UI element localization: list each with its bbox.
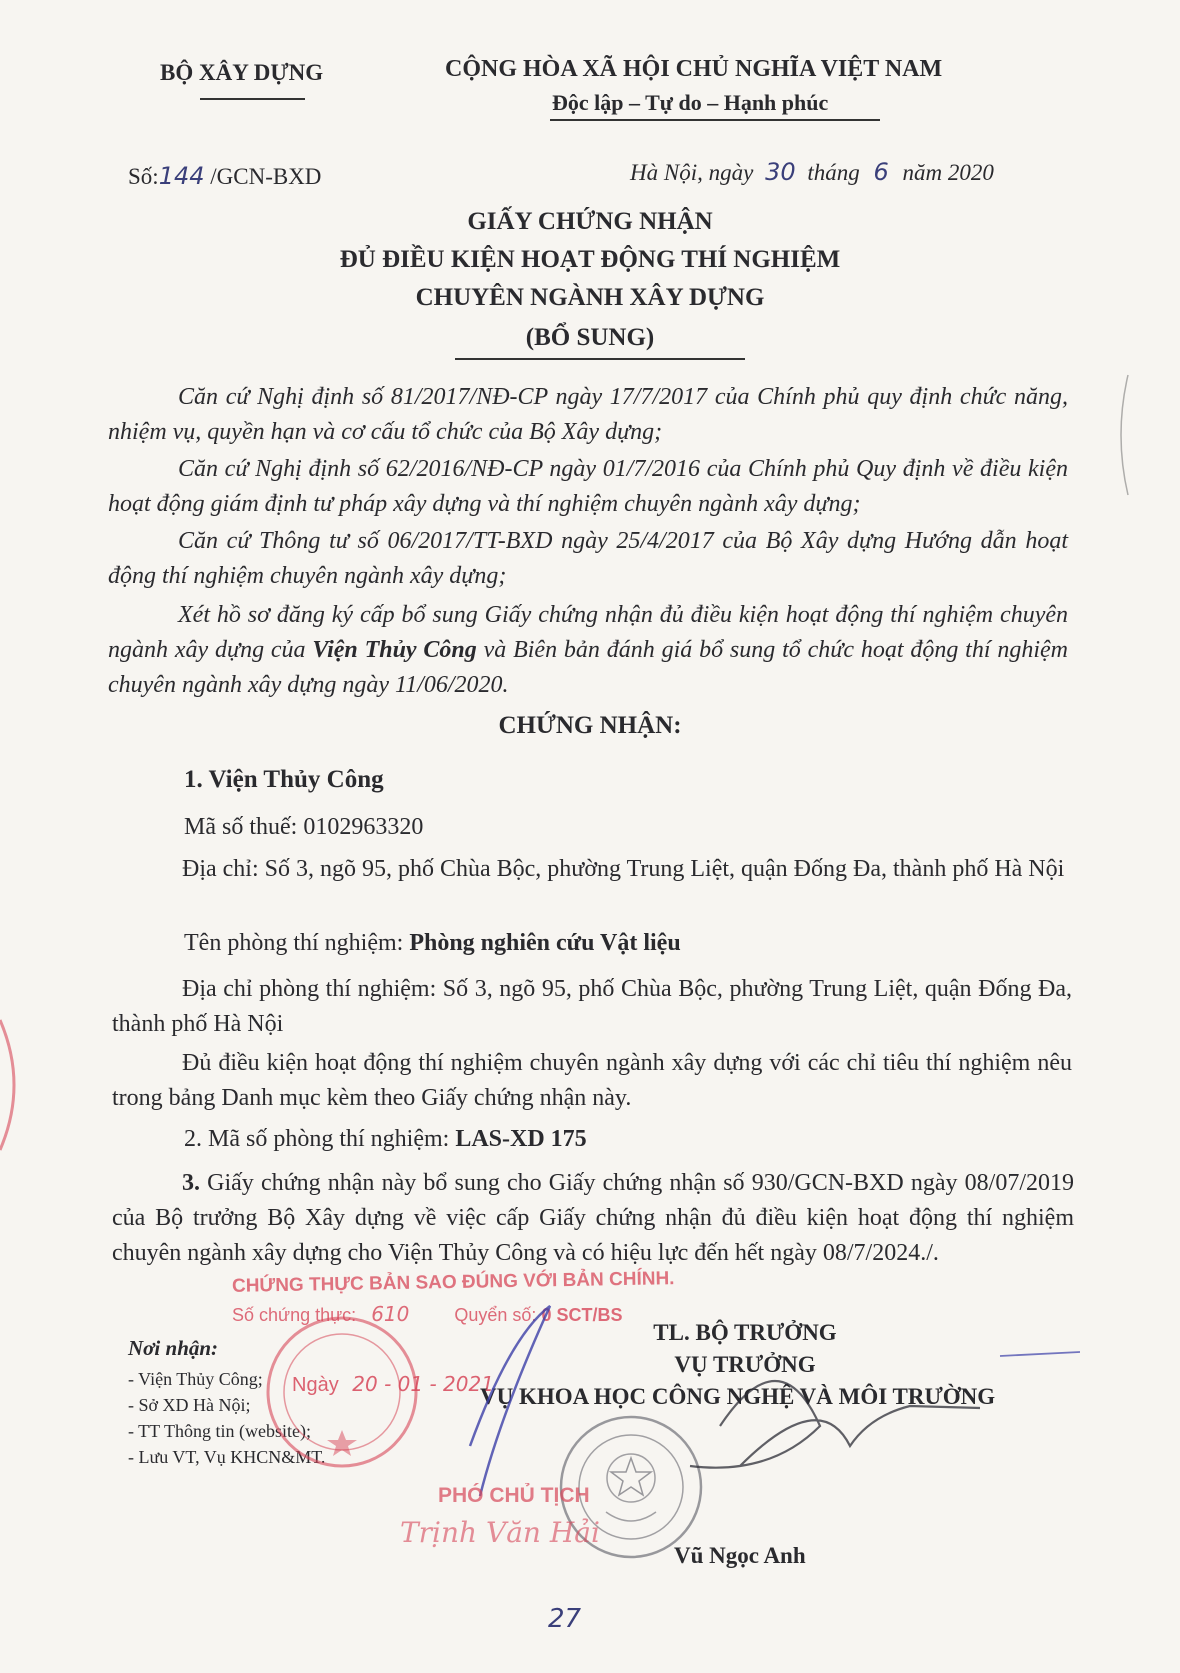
date-year: năm 2020 bbox=[902, 160, 994, 185]
recipient-item: - Lưu VT, Vụ KHCN&MT. bbox=[128, 1447, 326, 1467]
ministry-underline bbox=[200, 98, 305, 100]
motto-underline bbox=[550, 119, 880, 121]
signer-name: Vũ Ngọc Anh bbox=[674, 1543, 806, 1568]
preamble-paragraph-2: Căn cứ Nghị định số 62/2016/NĐ-CP ngày 01/7/2016 của Chính phủ Quy định về điều kiện hoạt động giám định tư pháp xây dựng và thí nghiệm chuyên ngành xây dựng; bbox=[108, 456, 1068, 517]
certifier-role: PHÓ CHỦ TỊCH bbox=[438, 1484, 590, 1507]
preamble-paragraph-1: Căn cứ Nghị định số 81/2017/NĐ-CP ngày 17/7/2017 của Chính phủ quy định chức năng, nhiệm vụ, quyền hạn và cơ cấu tổ chức của Bộ Xây dựng; bbox=[108, 384, 1068, 445]
certified-copy-title: CHỨNG THỰC BẢN SAO ĐÚNG VỚI BẢN CHÍNH. bbox=[231, 1268, 675, 1297]
section-1-heading: 1. Viện Thủy Công bbox=[184, 766, 384, 793]
address: Địa chỉ: Số 3, ngõ 95, phố Chùa Bộc, phường Trung Liệt, quận Đống Đa, thành phố Hà Nội bbox=[182, 856, 1065, 882]
ministry-name: BỘ XÂY DỰNG bbox=[160, 60, 324, 85]
title-line-3: CHUYÊN NGÀNH XÂY DỰNG bbox=[415, 284, 765, 311]
recipient-item: - Sở XD Hà Nội; bbox=[128, 1395, 251, 1415]
preamble-paragraph-3: Căn cứ Thông tư số 06/2017/TT-BXD ngày 25/4/2017 của Bộ Xây dựng Hướng dẫn hoạt động thí nghiệm chuyên ngành xây dựng; bbox=[108, 528, 1068, 589]
lab-code: LAS-XD 175 bbox=[455, 1126, 587, 1152]
signature-line-3: VỤ KHOA HỌC CÔNG NGHỆ VÀ MÔI TRƯỜNG bbox=[480, 1384, 996, 1409]
certifier-name: Trịnh Văn Hải bbox=[400, 1516, 600, 1549]
title-line-4: (BỔ SUNG) bbox=[525, 324, 655, 351]
lab-address: Địa chỉ phòng thí nghiệm: Số 3, ngõ 95, phố Chùa Bộc, phường Trung Liệt, quận Đống Đa, thành phố Hà Nội bbox=[112, 976, 1072, 1037]
eligibility: Đủ điều kiện hoạt động thí nghiệm chuyên ngành xây dựng với các chỉ tiêu thí nghiệm nêu trong bảng Danh mục kèm theo Giấy chứng nhận này. bbox=[112, 1050, 1072, 1111]
lab-name-value: Phòng nghiên cứu Vật liệu bbox=[409, 930, 681, 956]
date-prefix: Hà Nội, ngày bbox=[630, 160, 754, 185]
preamble-paragraph-4: Xét hồ sơ đăng ký cấp bổ sung Giấy chứng nhận đủ điều kiện hoạt động thí nghiệm chuyên ngành xây dựng của Viện Thủy Công và Biên bản đánh giá bổ sung tổ chức hoạt động thí nghiệm chuyên ngành xây dựng ngày 11/06/2020. bbox=[108, 602, 1069, 698]
number-prefix: Số: bbox=[128, 164, 159, 189]
certified-copy-number: Số chứng thực: 610 Quyển số: 0 SCT/BS bbox=[232, 1302, 623, 1326]
recipient-item: - TT Thông tin (website); bbox=[128, 1421, 311, 1441]
document-number bbox=[128, 162, 321, 190]
signature-line-2: VỤ TRƯỞNG bbox=[674, 1352, 816, 1377]
edge-stamp-icon bbox=[0, 1010, 30, 1160]
binding-mark-icon bbox=[1108, 370, 1148, 500]
lab-name: Tên phòng thí nghiệm: Phòng nghiên cứu Vật liệu bbox=[184, 930, 681, 956]
title-line-1: GIẤY CHỨNG NHẬN bbox=[467, 208, 713, 235]
page-number: 27 bbox=[548, 1604, 582, 1634]
date-month: 6 bbox=[873, 158, 889, 186]
institute-name-bold: Viện Thủy Công bbox=[312, 637, 477, 663]
tax-code: Mã số thuế: 0102963320 bbox=[184, 814, 424, 840]
document-date bbox=[630, 158, 994, 186]
republic-name: CỘNG HÒA XÃ HỘI CHỦ NGHĨA VIỆT NAM bbox=[445, 56, 943, 82]
number-suffix: /GCN-BXD bbox=[210, 164, 322, 189]
signature-line-1: TL. BỘ TRƯỞNG bbox=[653, 1320, 837, 1345]
title-underline bbox=[455, 358, 745, 360]
date-day: 30 bbox=[765, 158, 796, 186]
certified-copy-date: Ngày 20 - 01 - 2021 bbox=[292, 1372, 494, 1396]
date-month-label: tháng bbox=[807, 160, 860, 185]
section-3: 3. Giấy chứng nhận này bổ sung cho Giấy chứng nhận số 930/GCN-BXD ngày 08/07/2019 của Bộ trưởng Bộ Xây dựng về việc cấp Giấy chứng nhận đủ điều kiện hoạt động thí nghiệm chuyên ngành xây dựng cho Viện Thủy Công và có hiệu lực đến hết ngày 08/7/2024./. bbox=[112, 1170, 1074, 1266]
recipients-title: Nơi nhận: bbox=[128, 1336, 219, 1360]
motto: Độc lập – Tự do – Hạnh phúc bbox=[552, 90, 829, 115]
number-handwritten: 144 bbox=[158, 162, 205, 190]
certify-heading: CHỨNG NHẬN: bbox=[498, 712, 682, 739]
section-2: 2. Mã số phòng thí nghiệm: LAS-XD 175 bbox=[184, 1126, 587, 1152]
title-line-2: ĐỦ ĐIỀU KIỆN HOẠT ĐỘNG THÍ NGHIỆM bbox=[339, 246, 841, 273]
recipient-item: - Viện Thủy Công; bbox=[128, 1369, 263, 1389]
certification-stamp-icon bbox=[262, 1312, 422, 1472]
